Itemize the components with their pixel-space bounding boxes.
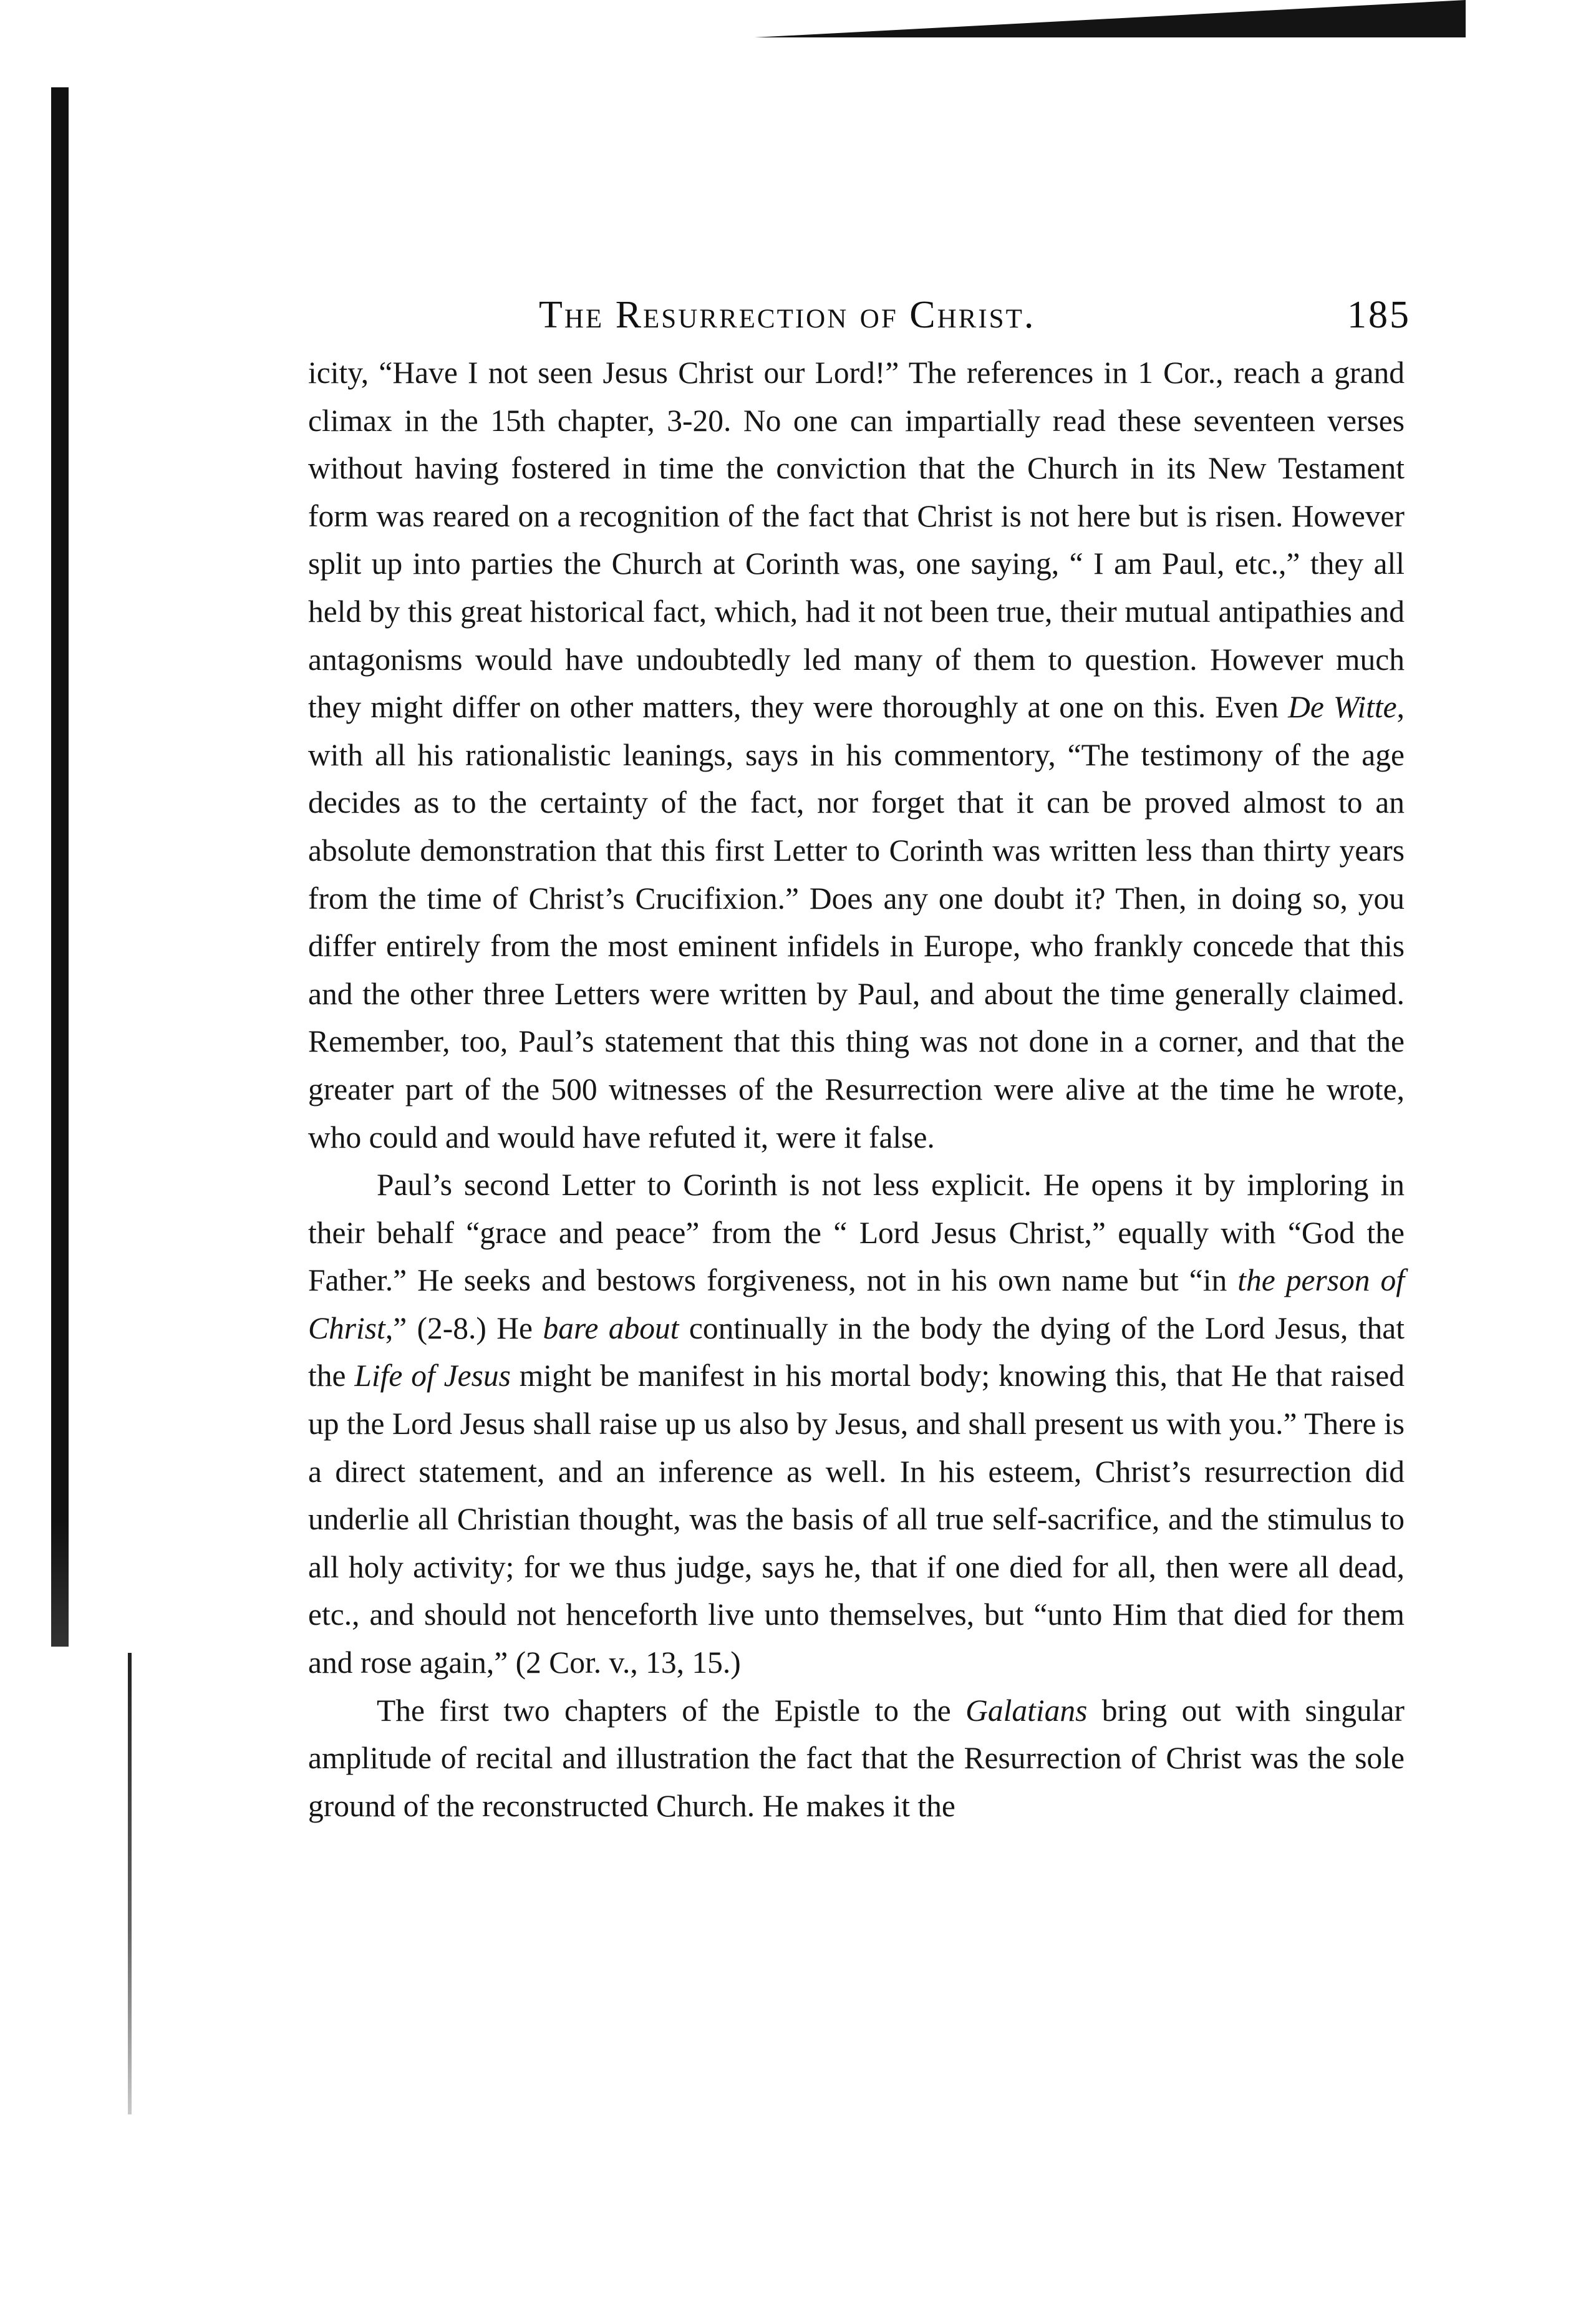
text-run: Paul’s second Letter to Corinth is not less explicit. He opens it by imploring in their behalf “grace and peace” from the “ Lord Jesus Christ,” equally with “God the Father.” He seeks and bestows forgiveness, not in his own name but “in bbox=[308, 1168, 1405, 1298]
paragraph-2 bbox=[308, 1161, 1405, 1687]
running-head bbox=[308, 293, 1411, 349]
scan-artifact-left-edge bbox=[51, 87, 69, 1647]
text-run: , with all his rationalistic leanings, says in his commentory, “The testimony of the age decides as to the certainty of the fact, nor forget that it can be proved almost to an absolute demonstration that this first Letter to Corinth was written less than thirty years from the time of Christ’s Crucifixion.” Does any one doubt it? Then, in doing so, you differ entirely from the most eminent infidels in Europe, who frankly concede that this and the other three Letters were written by Paul, and about the time generally claimed. Remember, too, Paul’s statement that this thing was not done in a corner, and that the greater part of the 500 witnesses of the Resurrection were alive at the time he wrote, who could and would have refuted it, were it false. bbox=[308, 690, 1405, 1155]
running-title: The Resurrection of Christ. bbox=[539, 294, 1036, 336]
body-text bbox=[308, 349, 1405, 1830]
scan-artifact-left-line bbox=[128, 1653, 132, 2114]
text-run-italic: bare about bbox=[543, 1310, 679, 1345]
text-run-italic: Life of Jesus bbox=[354, 1358, 511, 1393]
text-run: continually in the body the dying of the Lord Jesus, that the bbox=[308, 1310, 1405, 1393]
text-run-italic: Galatians bbox=[965, 1693, 1088, 1728]
scan-artifact-top-rule bbox=[755, 0, 1466, 37]
paragraph-1 bbox=[308, 349, 1405, 1161]
text-run: ,” (2-8.) He bbox=[385, 1310, 543, 1345]
text-run-italic: De Witte bbox=[1288, 690, 1397, 725]
text-run: The first two chapters of the Epistle to the bbox=[377, 1693, 966, 1728]
page-number: 185 bbox=[1347, 294, 1411, 336]
book-page bbox=[308, 293, 1411, 1830]
paragraph-3 bbox=[308, 1687, 1405, 1831]
text-run: bring out with singular amplitude of recital and illustration the fact that the Resurrection of Christ was the sole ground of the reconstructed Church. He makes it the bbox=[308, 1693, 1405, 1823]
text-run-italic: the person of Christ bbox=[308, 1263, 1405, 1345]
text-run: icity, “Have I not seen Jesus Christ our Lord!” The references in 1 Cor., reach a grand climax in the 15th chapter, 3-20. No one can impartially read these seventeen verses without having fostered in time the conviction that the Church in its New Testament form was reared on a recognition of the fact that Christ is not here but is risen. However split up into parties the Church at Corinth was, one saying, “ I am Paul, etc.,” they all held by this great historical fact, which, had it not been true, their mutual antipathies and antagonisms would have undoubtedly led many of them to question. However much they might differ on other matters, they were thoroughly at one on this. Even bbox=[308, 356, 1405, 725]
text-run: might be manifest in his mortal body; knowing this, that He that raised up the Lord Jesus shall raise up us also by Jesus, and shall present us with you.” There is a direct statement, and an inference as well. In his esteem, Christ’s resurrection did underlie all Christian thought, was the basis of all true self-sacrifice, and the stimulus to all holy activity; for we thus judge, says he, that if one died for all, then were all dead, etc., and should not henceforth live unto themselves, but “unto Him that died for them and rose again,” (2 Cor. v., 13, 15.) bbox=[308, 1358, 1405, 1680]
